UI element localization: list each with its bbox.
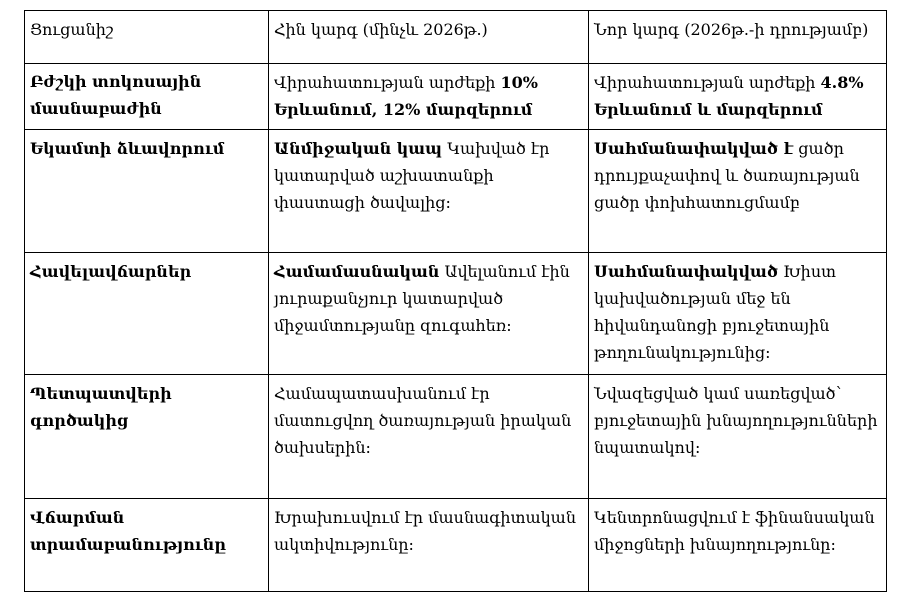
new-order-cell <box>589 375 887 499</box>
old-order-cell <box>269 499 589 592</box>
old-order-cell <box>269 253 589 375</box>
cell-text: Համապատասխանում էր մատուցվող ծառայության իրական ծախսերին: <box>274 384 572 457</box>
cell-text: Կախված էր կատարված աշխատանքի փաստացի ծավալից: <box>274 139 550 212</box>
new-order-cell <box>589 130 887 253</box>
cell-emphasis: Սահմանափակված <box>594 262 779 281</box>
header-cell-old-order: Հին կարգ (մինչև 2026թ.) <box>269 11 589 64</box>
table-row <box>25 253 887 375</box>
table-row <box>25 375 887 499</box>
row-label: Պետպատվերի գործակից <box>25 375 269 499</box>
old-order-cell <box>269 130 589 253</box>
cell-emphasis: 10% Երևանում, 12% մարզերում <box>274 73 538 119</box>
cell-text: Նվազեցված կամ սառեցված՝ բյուջետային խնայողությունների նպատակով: <box>594 384 878 457</box>
row-label: Հավելավճարներ <box>25 253 269 375</box>
table-row <box>25 64 887 130</box>
new-order-cell <box>589 64 887 130</box>
table-header-row <box>25 11 887 64</box>
row-label: Վճարման տրամաբանությունը <box>25 499 269 592</box>
cell-text: Խրախուսվում էր մասնագիտական ակտիվությունը: <box>274 508 577 554</box>
row-label: Եկամտի ձևավորում <box>25 130 269 253</box>
table-row <box>25 499 887 592</box>
cell-text: Կենտրոնացվում է ֆինանսական միջոցների խնայողությունը: <box>594 508 875 554</box>
new-order-cell <box>589 253 887 375</box>
comparison-table <box>24 10 887 592</box>
cell-emphasis: Անմիջական կապ <box>274 139 443 158</box>
cell-text: Վիրահատության արժեքի <box>274 73 496 92</box>
table-row <box>25 130 887 253</box>
cell-text: Ավելանում էին յուրաքանչյուր կատարված միջամտությանը զուգահեռ: <box>274 262 570 335</box>
cell-text: Խիստ կախվածության մեջ են հիվանդանոցի բյուջետային թողունակությունից: <box>594 262 837 362</box>
row-label: Բժշկի տոկոսային մասնաբաժին <box>25 64 269 130</box>
cell-text: Վիրահատության արժեքի <box>594 73 816 92</box>
new-order-cell <box>589 499 887 592</box>
cell-emphasis: Համամասնական <box>274 262 440 281</box>
cell-emphasis: Սահմանափակված է <box>594 139 794 158</box>
old-order-cell <box>269 375 589 499</box>
header-cell-new-order: Նոր կարգ (2026թ.-ի դրությամբ) <box>589 11 887 64</box>
header-cell-indicator: Ցուցանիշ <box>25 11 269 64</box>
cell-text: ցածր դրույքաչափով և ծառայության ցածր փոխհատուցմամբ <box>594 139 860 212</box>
cell-emphasis: 4.8% Երևանում և մարզերում <box>594 73 864 119</box>
old-order-cell <box>269 64 589 130</box>
